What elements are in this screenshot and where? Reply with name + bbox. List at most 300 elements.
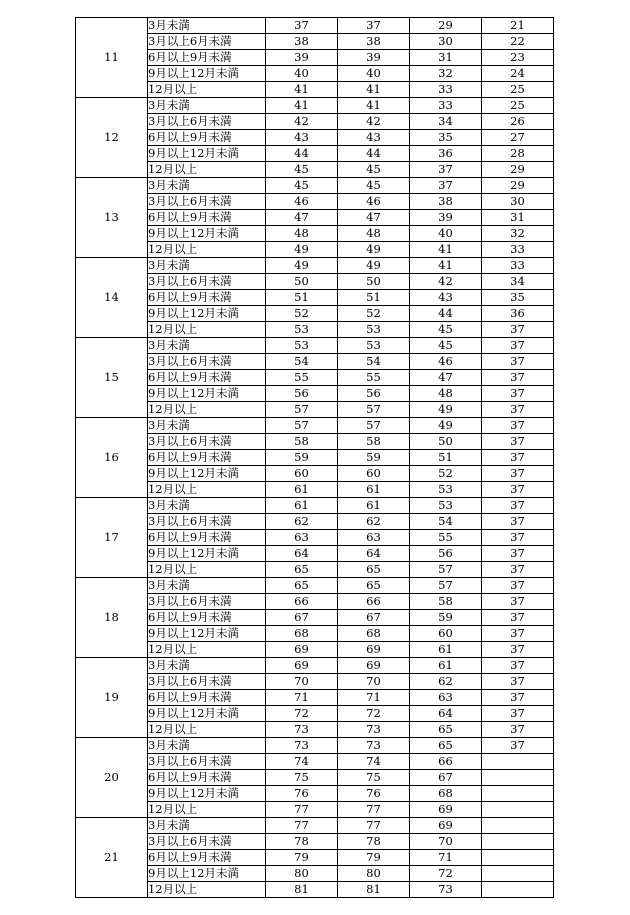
table-row xyxy=(76,674,554,690)
value-cell-c1: 58 xyxy=(266,434,338,450)
value-cell-c1: 43 xyxy=(266,130,338,146)
value-cell-c2: 52 xyxy=(338,306,410,322)
value-cell-c3: 63 xyxy=(410,690,482,706)
period-cell: 3月未満 xyxy=(148,738,266,754)
value-cell-c3: 51 xyxy=(410,450,482,466)
value-cell-c2: 44 xyxy=(338,146,410,162)
value-cell-c2: 72 xyxy=(338,706,410,722)
table-row xyxy=(76,290,554,306)
value-cell-c4: 37 xyxy=(482,610,554,626)
value-cell-c4 xyxy=(482,802,554,818)
value-cell-c3: 65 xyxy=(410,722,482,738)
value-cell-c4 xyxy=(482,834,554,850)
value-cell-c1: 79 xyxy=(266,850,338,866)
value-cell-c3: 41 xyxy=(410,258,482,274)
age-cell: 14 xyxy=(76,258,148,338)
value-cell-c2: 62 xyxy=(338,514,410,530)
table-row xyxy=(76,610,554,626)
value-cell-c4: 36 xyxy=(482,306,554,322)
value-cell-c1: 76 xyxy=(266,786,338,802)
value-cell-c1: 74 xyxy=(266,754,338,770)
value-cell-c2: 77 xyxy=(338,818,410,834)
value-cell-c4: 37 xyxy=(482,722,554,738)
period-cell: 6月以上9月未満 xyxy=(148,770,266,786)
value-cell-c3: 55 xyxy=(410,530,482,546)
value-cell-c2: 55 xyxy=(338,370,410,386)
value-cell-c2: 46 xyxy=(338,194,410,210)
period-cell: 3月以上6月未満 xyxy=(148,354,266,370)
value-cell-c1: 46 xyxy=(266,194,338,210)
value-cell-c2: 41 xyxy=(338,82,410,98)
value-cell-c3: 39 xyxy=(410,210,482,226)
value-cell-c4: 37 xyxy=(482,738,554,754)
period-cell: 12月以上 xyxy=(148,242,266,258)
period-cell: 3月以上6月未満 xyxy=(148,194,266,210)
period-cell: 3月以上6月未満 xyxy=(148,434,266,450)
value-cell-c3: 32 xyxy=(410,66,482,82)
value-cell-c1: 69 xyxy=(266,642,338,658)
value-cell-c2: 40 xyxy=(338,66,410,82)
value-cell-c3: 68 xyxy=(410,786,482,802)
period-cell: 6月以上9月未満 xyxy=(148,450,266,466)
value-cell-c1: 66 xyxy=(266,594,338,610)
value-cell-c4: 37 xyxy=(482,706,554,722)
value-cell-c1: 73 xyxy=(266,738,338,754)
value-cell-c4: 28 xyxy=(482,146,554,162)
value-cell-c1: 70 xyxy=(266,674,338,690)
value-cell-c3: 33 xyxy=(410,98,482,114)
value-cell-c4: 26 xyxy=(482,114,554,130)
value-cell-c3: 57 xyxy=(410,578,482,594)
value-cell-c4: 37 xyxy=(482,498,554,514)
table-row xyxy=(76,34,554,50)
period-cell: 9月以上12月未満 xyxy=(148,466,266,482)
value-cell-c3: 50 xyxy=(410,434,482,450)
table-row xyxy=(76,866,554,882)
value-cell-c3: 65 xyxy=(410,738,482,754)
value-cell-c3: 69 xyxy=(410,802,482,818)
period-cell: 3月以上6月未満 xyxy=(148,34,266,50)
value-cell-c1: 56 xyxy=(266,386,338,402)
table-row xyxy=(76,578,554,594)
period-cell: 6月以上9月未満 xyxy=(148,530,266,546)
value-cell-c2: 77 xyxy=(338,802,410,818)
value-cell-c4: 21 xyxy=(482,18,554,34)
value-cell-c1: 54 xyxy=(266,354,338,370)
value-cell-c2: 75 xyxy=(338,770,410,786)
period-cell: 12月以上 xyxy=(148,162,266,178)
period-cell: 3月未満 xyxy=(148,658,266,674)
table-row xyxy=(76,738,554,754)
value-cell-c4: 30 xyxy=(482,194,554,210)
value-cell-c1: 73 xyxy=(266,722,338,738)
period-cell: 3月以上6月未満 xyxy=(148,834,266,850)
value-cell-c1: 61 xyxy=(266,498,338,514)
value-cell-c1: 39 xyxy=(266,50,338,66)
value-cell-c4: 22 xyxy=(482,34,554,50)
value-cell-c2: 81 xyxy=(338,882,410,898)
value-cell-c4 xyxy=(482,786,554,802)
value-cell-c2: 67 xyxy=(338,610,410,626)
value-cell-c4: 37 xyxy=(482,546,554,562)
value-cell-c3: 47 xyxy=(410,370,482,386)
value-cell-c1: 68 xyxy=(266,626,338,642)
table-row xyxy=(76,162,554,178)
table-row xyxy=(76,274,554,290)
value-cell-c1: 55 xyxy=(266,370,338,386)
value-cell-c1: 53 xyxy=(266,338,338,354)
value-cell-c4: 35 xyxy=(482,290,554,306)
table-row xyxy=(76,834,554,850)
age-cell: 21 xyxy=(76,818,148,898)
value-cell-c4: 32 xyxy=(482,226,554,242)
value-cell-c2: 49 xyxy=(338,242,410,258)
value-cell-c4: 37 xyxy=(482,594,554,610)
value-cell-c2: 68 xyxy=(338,626,410,642)
value-cell-c2: 69 xyxy=(338,658,410,674)
value-cell-c2: 45 xyxy=(338,178,410,194)
period-cell: 9月以上12月未満 xyxy=(148,626,266,642)
table-row xyxy=(76,402,554,418)
value-cell-c4: 31 xyxy=(482,210,554,226)
value-cell-c1: 37 xyxy=(266,18,338,34)
value-cell-c3: 43 xyxy=(410,290,482,306)
value-cell-c1: 48 xyxy=(266,226,338,242)
value-cell-c2: 42 xyxy=(338,114,410,130)
table-row xyxy=(76,354,554,370)
period-cell: 3月未満 xyxy=(148,258,266,274)
value-cell-c4: 37 xyxy=(482,386,554,402)
value-cell-c1: 40 xyxy=(266,66,338,82)
value-cell-c1: 71 xyxy=(266,690,338,706)
table-row xyxy=(76,370,554,386)
value-cell-c1: 57 xyxy=(266,418,338,434)
period-cell: 6月以上9月未満 xyxy=(148,370,266,386)
value-cell-c2: 65 xyxy=(338,578,410,594)
value-cell-c3: 54 xyxy=(410,514,482,530)
value-cell-c3: 72 xyxy=(410,866,482,882)
table-row xyxy=(76,18,554,34)
value-cell-c1: 52 xyxy=(266,306,338,322)
fee-table-body xyxy=(76,18,554,898)
value-cell-c3: 35 xyxy=(410,130,482,146)
value-cell-c1: 57 xyxy=(266,402,338,418)
value-cell-c2: 61 xyxy=(338,498,410,514)
value-cell-c2: 56 xyxy=(338,386,410,402)
value-cell-c3: 38 xyxy=(410,194,482,210)
period-cell: 9月以上12月未満 xyxy=(148,386,266,402)
value-cell-c3: 59 xyxy=(410,610,482,626)
value-cell-c2: 51 xyxy=(338,290,410,306)
value-cell-c4: 29 xyxy=(482,162,554,178)
table-row xyxy=(76,322,554,338)
period-cell: 9月以上12月未満 xyxy=(148,706,266,722)
value-cell-c2: 73 xyxy=(338,738,410,754)
value-cell-c3: 48 xyxy=(410,386,482,402)
period-cell: 3月未満 xyxy=(148,498,266,514)
period-cell: 12月以上 xyxy=(148,642,266,658)
value-cell-c4: 37 xyxy=(482,450,554,466)
value-cell-c3: 61 xyxy=(410,642,482,658)
period-cell: 3月未満 xyxy=(148,818,266,834)
period-cell: 6月以上9月未満 xyxy=(148,690,266,706)
table-row xyxy=(76,786,554,802)
value-cell-c2: 73 xyxy=(338,722,410,738)
value-cell-c1: 41 xyxy=(266,82,338,98)
table-row xyxy=(76,98,554,114)
value-cell-c2: 38 xyxy=(338,34,410,50)
table-row xyxy=(76,466,554,482)
period-cell: 6月以上9月未満 xyxy=(148,50,266,66)
age-cell: 19 xyxy=(76,658,148,738)
age-cell: 17 xyxy=(76,498,148,578)
table-row xyxy=(76,418,554,434)
value-cell-c3: 73 xyxy=(410,882,482,898)
value-cell-c4: 27 xyxy=(482,130,554,146)
value-cell-c3: 45 xyxy=(410,338,482,354)
value-cell-c4: 37 xyxy=(482,562,554,578)
value-cell-c1: 78 xyxy=(266,834,338,850)
value-cell-c2: 54 xyxy=(338,354,410,370)
period-cell: 9月以上12月未満 xyxy=(148,546,266,562)
age-cell: 11 xyxy=(76,18,148,98)
period-cell: 3月以上6月未満 xyxy=(148,754,266,770)
value-cell-c4: 37 xyxy=(482,578,554,594)
value-cell-c4: 37 xyxy=(482,434,554,450)
period-cell: 9月以上12月未満 xyxy=(148,306,266,322)
table-row xyxy=(76,802,554,818)
value-cell-c3: 64 xyxy=(410,706,482,722)
period-cell: 3月未満 xyxy=(148,18,266,34)
value-cell-c2: 59 xyxy=(338,450,410,466)
value-cell-c3: 42 xyxy=(410,274,482,290)
value-cell-c4: 37 xyxy=(482,354,554,370)
period-cell: 9月以上12月未満 xyxy=(148,66,266,82)
value-cell-c1: 81 xyxy=(266,882,338,898)
value-cell-c1: 63 xyxy=(266,530,338,546)
table-row xyxy=(76,818,554,834)
value-cell-c3: 70 xyxy=(410,834,482,850)
table-row xyxy=(76,146,554,162)
age-cell: 12 xyxy=(76,98,148,178)
value-cell-c3: 62 xyxy=(410,674,482,690)
value-cell-c4 xyxy=(482,882,554,898)
value-cell-c2: 79 xyxy=(338,850,410,866)
period-cell: 3月未満 xyxy=(148,98,266,114)
period-cell: 12月以上 xyxy=(148,402,266,418)
period-cell: 3月以上6月未満 xyxy=(148,514,266,530)
period-cell: 6月以上9月未満 xyxy=(148,130,266,146)
value-cell-c3: 53 xyxy=(410,482,482,498)
value-cell-c4: 33 xyxy=(482,258,554,274)
value-cell-c3: 30 xyxy=(410,34,482,50)
value-cell-c2: 37 xyxy=(338,18,410,34)
value-cell-c2: 71 xyxy=(338,690,410,706)
value-cell-c1: 53 xyxy=(266,322,338,338)
value-cell-c1: 77 xyxy=(266,802,338,818)
table-row xyxy=(76,594,554,610)
value-cell-c4: 37 xyxy=(482,466,554,482)
value-cell-c3: 37 xyxy=(410,162,482,178)
table-row xyxy=(76,514,554,530)
value-cell-c3: 49 xyxy=(410,418,482,434)
period-cell: 9月以上12月未満 xyxy=(148,786,266,802)
period-cell: 3月未満 xyxy=(148,418,266,434)
value-cell-c2: 43 xyxy=(338,130,410,146)
value-cell-c4: 37 xyxy=(482,482,554,498)
table-row xyxy=(76,498,554,514)
value-cell-c1: 42 xyxy=(266,114,338,130)
value-cell-c1: 72 xyxy=(266,706,338,722)
document-page xyxy=(75,17,554,898)
table-row xyxy=(76,882,554,898)
value-cell-c2: 65 xyxy=(338,562,410,578)
value-cell-c2: 39 xyxy=(338,50,410,66)
value-cell-c4: 37 xyxy=(482,370,554,386)
period-cell: 3月以上6月未満 xyxy=(148,114,266,130)
value-cell-c2: 49 xyxy=(338,258,410,274)
period-cell: 6月以上9月未満 xyxy=(148,850,266,866)
value-cell-c2: 50 xyxy=(338,274,410,290)
table-row xyxy=(76,66,554,82)
table-row xyxy=(76,82,554,98)
period-cell: 9月以上12月未満 xyxy=(148,146,266,162)
value-cell-c3: 36 xyxy=(410,146,482,162)
value-cell-c4: 25 xyxy=(482,98,554,114)
table-row xyxy=(76,706,554,722)
value-cell-c3: 66 xyxy=(410,754,482,770)
table-row xyxy=(76,770,554,786)
table-row xyxy=(76,850,554,866)
age-cell: 18 xyxy=(76,578,148,658)
value-cell-c1: 38 xyxy=(266,34,338,50)
value-cell-c3: 53 xyxy=(410,498,482,514)
value-cell-c2: 53 xyxy=(338,338,410,354)
age-cell: 15 xyxy=(76,338,148,418)
period-cell: 3月未満 xyxy=(148,338,266,354)
value-cell-c4: 37 xyxy=(482,674,554,690)
table-row xyxy=(76,210,554,226)
value-cell-c3: 34 xyxy=(410,114,482,130)
table-row xyxy=(76,690,554,706)
table-row xyxy=(76,450,554,466)
value-cell-c2: 74 xyxy=(338,754,410,770)
value-cell-c3: 69 xyxy=(410,818,482,834)
table-row xyxy=(76,130,554,146)
value-cell-c4: 37 xyxy=(482,626,554,642)
value-cell-c1: 65 xyxy=(266,562,338,578)
value-cell-c4 xyxy=(482,850,554,866)
value-cell-c2: 61 xyxy=(338,482,410,498)
value-cell-c4: 37 xyxy=(482,530,554,546)
value-cell-c4: 33 xyxy=(482,242,554,258)
value-cell-c1: 67 xyxy=(266,610,338,626)
value-cell-c4: 37 xyxy=(482,690,554,706)
value-cell-c3: 67 xyxy=(410,770,482,786)
value-cell-c1: 61 xyxy=(266,482,338,498)
value-cell-c1: 49 xyxy=(266,242,338,258)
period-cell: 3月未満 xyxy=(148,578,266,594)
value-cell-c4: 29 xyxy=(482,178,554,194)
value-cell-c2: 57 xyxy=(338,402,410,418)
period-cell: 3月以上6月未満 xyxy=(148,274,266,290)
value-cell-c2: 64 xyxy=(338,546,410,562)
value-cell-c1: 62 xyxy=(266,514,338,530)
value-cell-c1: 51 xyxy=(266,290,338,306)
value-cell-c1: 75 xyxy=(266,770,338,786)
value-cell-c3: 56 xyxy=(410,546,482,562)
value-cell-c1: 65 xyxy=(266,578,338,594)
table-row xyxy=(76,178,554,194)
table-row xyxy=(76,642,554,658)
value-cell-c2: 41 xyxy=(338,98,410,114)
value-cell-c3: 29 xyxy=(410,18,482,34)
value-cell-c2: 47 xyxy=(338,210,410,226)
period-cell: 12月以上 xyxy=(148,482,266,498)
period-cell: 12月以上 xyxy=(148,882,266,898)
value-cell-c1: 47 xyxy=(266,210,338,226)
value-cell-c2: 58 xyxy=(338,434,410,450)
value-cell-c3: 41 xyxy=(410,242,482,258)
value-cell-c4 xyxy=(482,818,554,834)
value-cell-c1: 64 xyxy=(266,546,338,562)
table-row xyxy=(76,626,554,642)
value-cell-c2: 45 xyxy=(338,162,410,178)
value-cell-c4: 37 xyxy=(482,514,554,530)
age-cell: 20 xyxy=(76,738,148,818)
value-cell-c1: 44 xyxy=(266,146,338,162)
value-cell-c1: 77 xyxy=(266,818,338,834)
value-cell-c3: 71 xyxy=(410,850,482,866)
period-cell: 3月未満 xyxy=(148,178,266,194)
value-cell-c3: 58 xyxy=(410,594,482,610)
value-cell-c4: 37 xyxy=(482,322,554,338)
value-cell-c2: 66 xyxy=(338,594,410,610)
value-cell-c4 xyxy=(482,770,554,786)
table-row xyxy=(76,258,554,274)
table-row xyxy=(76,226,554,242)
value-cell-c3: 40 xyxy=(410,226,482,242)
table-row xyxy=(76,530,554,546)
table-row xyxy=(76,434,554,450)
value-cell-c2: 57 xyxy=(338,418,410,434)
period-cell: 12月以上 xyxy=(148,802,266,818)
table-row xyxy=(76,194,554,210)
value-cell-c2: 78 xyxy=(338,834,410,850)
age-cell: 16 xyxy=(76,418,148,498)
fee-table xyxy=(75,17,554,898)
value-cell-c1: 41 xyxy=(266,98,338,114)
value-cell-c1: 69 xyxy=(266,658,338,674)
table-row xyxy=(76,562,554,578)
value-cell-c2: 70 xyxy=(338,674,410,690)
period-cell: 12月以上 xyxy=(148,562,266,578)
value-cell-c1: 49 xyxy=(266,258,338,274)
value-cell-c4 xyxy=(482,866,554,882)
value-cell-c3: 60 xyxy=(410,626,482,642)
value-cell-c2: 53 xyxy=(338,322,410,338)
table-row xyxy=(76,386,554,402)
value-cell-c3: 33 xyxy=(410,82,482,98)
value-cell-c1: 60 xyxy=(266,466,338,482)
period-cell: 6月以上9月未満 xyxy=(148,610,266,626)
value-cell-c2: 76 xyxy=(338,786,410,802)
value-cell-c1: 45 xyxy=(266,178,338,194)
value-cell-c2: 63 xyxy=(338,530,410,546)
value-cell-c2: 60 xyxy=(338,466,410,482)
value-cell-c3: 37 xyxy=(410,178,482,194)
value-cell-c4: 37 xyxy=(482,658,554,674)
